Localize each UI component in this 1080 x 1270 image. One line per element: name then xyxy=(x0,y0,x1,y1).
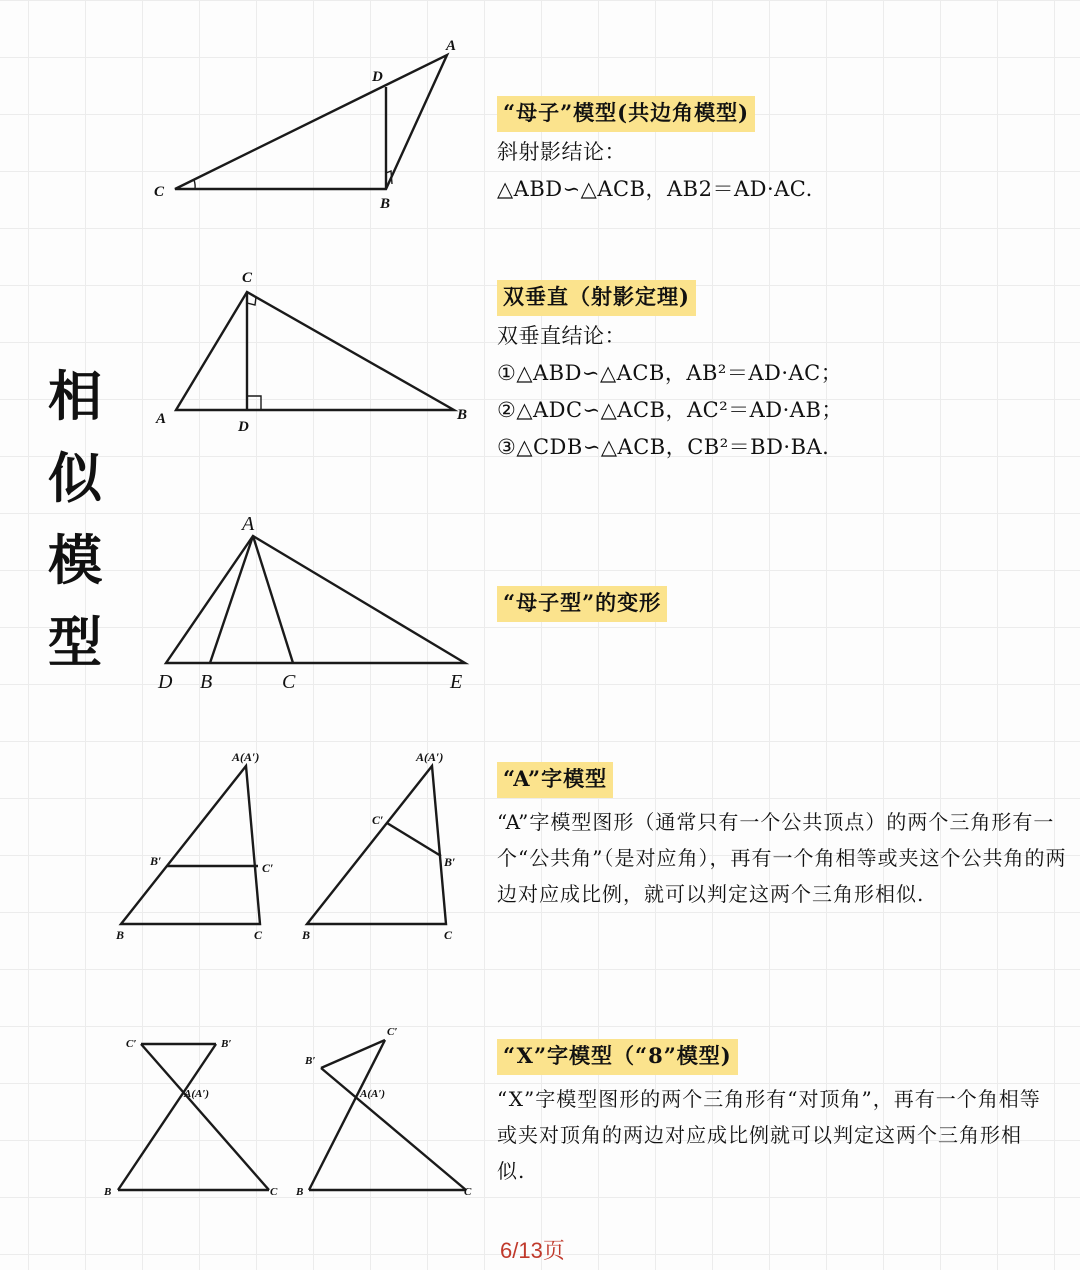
label-b: B xyxy=(457,407,468,423)
section-mother-child xyxy=(497,96,813,208)
label-b1-left: B′ xyxy=(150,854,162,868)
label-a: A xyxy=(156,411,167,427)
label-c-right: C xyxy=(444,928,453,942)
triangle-ade xyxy=(166,536,465,663)
side-title-char: 相 xyxy=(48,364,102,428)
triangle-left xyxy=(121,766,260,924)
label-c1-left: C′ xyxy=(262,861,274,875)
label-a: A xyxy=(446,38,457,54)
label-b: B xyxy=(380,196,391,212)
label-b1-right: B′ xyxy=(444,855,456,869)
triangle-acb xyxy=(176,292,454,410)
label-b-right: B xyxy=(302,928,311,942)
label-b-left: B xyxy=(116,928,125,942)
label-d: D xyxy=(158,671,173,693)
label-aa-left: A(A′) xyxy=(232,750,260,764)
conclusion-line: ①△ABD∽△ACB，AB²＝AD·AC； xyxy=(497,361,843,385)
label-c-left: C xyxy=(254,928,263,942)
conclusion-line: 双垂直结论： xyxy=(497,324,626,348)
conclusion-line: ②△ADC∽△ACB，AC²＝AD·AB； xyxy=(497,398,843,422)
label-d: D xyxy=(372,69,383,85)
section-heading: “母子”模型(共边角模型) xyxy=(497,96,755,132)
conclusion-line: ③△CDB∽△ACB，CB²＝BD·BA. xyxy=(497,435,830,459)
segment-ab xyxy=(210,536,253,663)
section-heading: “A”字模型 xyxy=(497,762,613,798)
label-b1-left: B′ xyxy=(221,1038,232,1050)
side-title xyxy=(40,355,110,683)
section-double-perpendicular xyxy=(497,280,843,466)
page-number: 6/13页 xyxy=(500,1238,565,1263)
segment-c1-b1 xyxy=(387,823,441,856)
segment-c1-c xyxy=(141,1044,269,1190)
segment-b1-c-r xyxy=(321,1068,466,1190)
label-b-left: B xyxy=(104,1186,112,1198)
side-title-char: 似 xyxy=(48,446,102,510)
label-aa-right: A(A′) xyxy=(360,1088,386,1100)
label-b-right: B xyxy=(296,1186,304,1198)
figure-mother-child xyxy=(140,30,480,220)
label-c1-right: C′ xyxy=(372,813,384,827)
label-c-left: C xyxy=(270,1186,278,1198)
label-d: D xyxy=(238,419,249,435)
triangle-acb xyxy=(175,55,447,189)
label-c-right: C xyxy=(464,1186,472,1198)
label-aa-right: A(A′) xyxy=(416,750,444,764)
figure-x-model xyxy=(100,1020,480,1200)
label-b: B xyxy=(200,671,213,693)
label-c: C xyxy=(282,671,296,693)
segment-b1-c1-r xyxy=(321,1040,385,1068)
section-a-model xyxy=(497,762,1067,912)
section-mother-child-variant xyxy=(497,586,667,622)
conclusion-line: 斜射影结论： xyxy=(497,140,626,164)
side-title-char: 型 xyxy=(48,610,102,674)
segment-c1-b-r xyxy=(309,1040,385,1190)
label-a: A xyxy=(242,513,255,535)
explanation-paragraph: “A”字模型图形（通常只有一个公共顶点）的两个三角形有一个“公共角”（是对应角），再有一个角相等或夹这个公共角的两边对应成比例，就可以判定这两个三角形相似. xyxy=(497,810,1067,906)
section-heading: “X”字模型（“8”模型) xyxy=(497,1039,738,1075)
label-b1-right: B′ xyxy=(305,1055,316,1067)
section-heading: 双垂直（射影定理) xyxy=(497,280,696,316)
label-c: C xyxy=(154,184,165,200)
segment-b1-b xyxy=(118,1044,216,1190)
side-title-char: 模 xyxy=(48,528,102,592)
conclusion-line: △ABD∽△ACB，AB2＝AD·AC. xyxy=(497,177,813,201)
explanation-paragraph: “X”字模型图形的两个三角形有“对顶角”，再有一个角相等或夹对顶角的两边对应成比例就可以判定这两个三角形相似. xyxy=(497,1087,1041,1183)
label-aa-left: A(A′) xyxy=(184,1088,210,1100)
section-heading: “母子型”的变形 xyxy=(497,586,667,622)
label-c: C xyxy=(242,270,253,286)
label-e: E xyxy=(450,671,463,693)
figure-a-model xyxy=(110,745,480,945)
figure-mother-child-variant xyxy=(150,510,490,700)
label-c1-right: C′ xyxy=(387,1026,398,1038)
label-c1-left: C′ xyxy=(126,1038,137,1050)
figure-double-perpendicular xyxy=(150,265,480,435)
section-x-model xyxy=(497,1039,1042,1189)
